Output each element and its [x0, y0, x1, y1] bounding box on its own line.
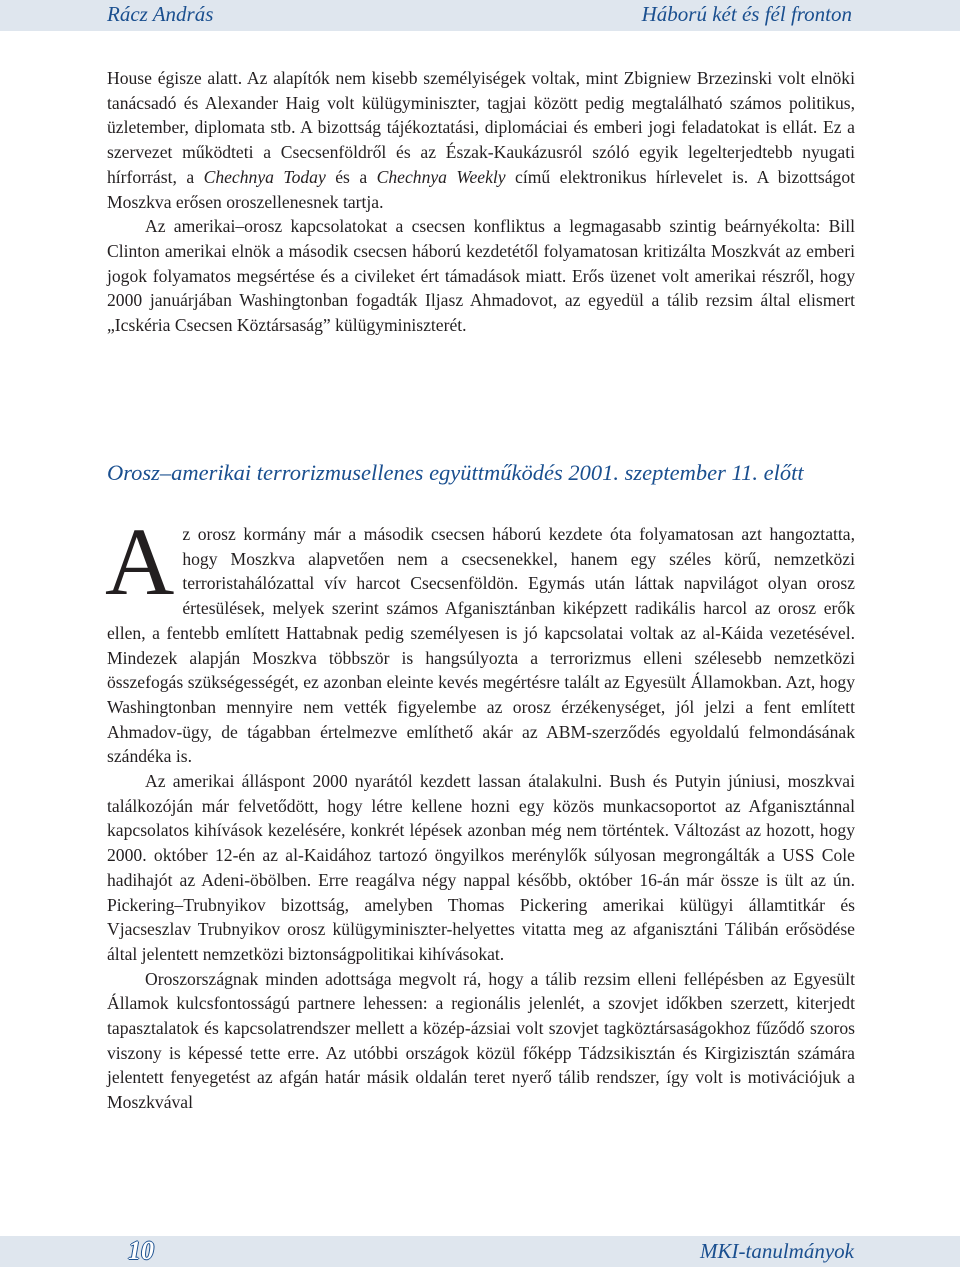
paragraph-5: Oroszországnak minden adottsága megvolt rá, hogy a tálib rezsim elleni fellépésben az Egyesült Államok kulcsfontosságú partnere lehessen: a regionális jelenlét, a szovjet időkben szerzett, kiterjedt tapasztalatok és kapcsolatrendszer mellett a közép-ázsiai volt szovjet tagköztársaságokhoz fűződő szoros viszony is képessé tette erre. Az utóbbi országok közül főképp Tádzsikisztán és Kirgizisztán számára jelentett fenyegetést az afgán határ másik oldalán teret nyerő tálib rendszer, így volt is motivációjuk a Moszkvával [107, 968, 855, 1113]
page-number: 10 [128, 1236, 154, 1265]
paragraph-1 [107, 66, 855, 214]
paragraph-1-text-a: House égisze alatt. Az alapítók nem kisebb személyiségek voltak, mint Zbigniew Brzezinski volt elnöki tanácsadó és Alexander Haig volt külügyminiszter, tagjai között pedig megtalálható számos politikus, üzletember, diplomata stb. A bizottság tájékoztatási, diplomáciai és emberi jogi feladatokat is ellát. Ez a szervezet működteti a Csecsenföldről és az Észak-Kaukázusról szóló egyik legelterjedtebb nyugati hírforrást, a [107, 68, 855, 187]
publication-title-chechnya-today: Chechnya Today [203, 166, 326, 187]
paragraph-3-text: z orosz kormány már a második csecsen háború kezdete óta folyamatosan azt hangoztatta, hogy Moszkva alapvetően nem a csecsenekkel, hanem egy széles körű, nemzetközi terroristahálózattal vív harcot Csecsenföldön. Egymás után láttak napvilágot olyan orosz értesülések, melyek szerint számos Afganisztánban kiképzett radikális harcol az orosz erők ellen, a fentebb említett Hattabnak pedig személyesen is jó kapcsolatai voltak az al-Káida vezetésével. Mindezek alapján Moszkva többször is hangsúlyozta a terrorizmus elleni szélesebb nemzetközi összefogás szükségességét, ez azonban eleinte kevés megértésre talált az Egyesült Államokban. Azt, hogy Washingtonban mennyire nem vették figyelembe az orosz érzékenységet, jól jelzi a fent említett Ahmadov-ügy, de tágabban értelmezve említhető akár az ABM-szerződés egyoldalú felmondásának szándéka is. [107, 524, 855, 767]
header-author: Rácz András [107, 2, 214, 26]
footer-publisher: MKI-tanulmányok [700, 1239, 854, 1263]
running-footer [0, 1236, 960, 1267]
paragraph-3 [105, 508, 855, 769]
section-2-text [105, 508, 855, 1115]
drop-cap: A [105, 508, 175, 615]
section-heading: Orosz–amerikai terrorizmusellenes együttműködés 2001. szeptember 11. előtt [107, 460, 804, 485]
paragraph-1-text-b: és a [325, 166, 377, 187]
paragraph-2: Az amerikai–orosz kapcsolatokat a csecsen konfliktus a legmagasabb szintig beárnyékolta: Bill Clinton amerikai elnök a második csecsen háború kezdetétől folyamatosan kritizálta Moszkvát az emberi jogok folyamatos megsértése és a civileket ért támadások miatt. Erős üzenet volt amerikai részről, hogy 2000 januárjában Washingtonban fogadták Iljasz Ahmadovot, az egyedül a tálib rezsim által elismert „Icskéria Csecsen Köztársaság” külügyminiszterét. [107, 216, 855, 336]
running-header [0, 0, 960, 31]
paragraph-1-text-c: című elektronikus hírlevelet is. A bizottságot Moszkva erősen oroszellenesnek tartja. [107, 166, 856, 212]
section-1-text [107, 66, 855, 338]
paragraph-4: Az amerikai álláspont 2000 nyarától kezdett lassan átalakulni. Bush és Putyin júniusi, moszkvai találkozóján már felvetődött, hogy létre kellene hozni egy közös munkacsoportot az Afganisztánnal kapcsolatos kihívások kezelésére, konkrét lépések azonban még nem történtek. Változást az hozott, hogy 2000. október 12-én az al-Kaidához tartozó öngyilkos merénylők súlyosan megrongálták a USS Cole hadihajót az Adeni-öbölben. Erre reagálva négy nappal később, október 16-án már össze is ült az ún. Pickering–Trubnyikov bizottság, amelyben Thomas Pickering amerikai külügyi államtitkár és Vjacseszlav Trubnyikov orosz külügyminiszter-helyettes vitatta meg az afganisztáni Tálibán erősödése által jelentett nemzetközi biztonságpolitikai kihívásokat. [107, 771, 855, 964]
header-title: Háború két és fél fronton [641, 2, 852, 26]
publication-title-chechnya-weekly: Chechnya Weekly [376, 166, 506, 187]
